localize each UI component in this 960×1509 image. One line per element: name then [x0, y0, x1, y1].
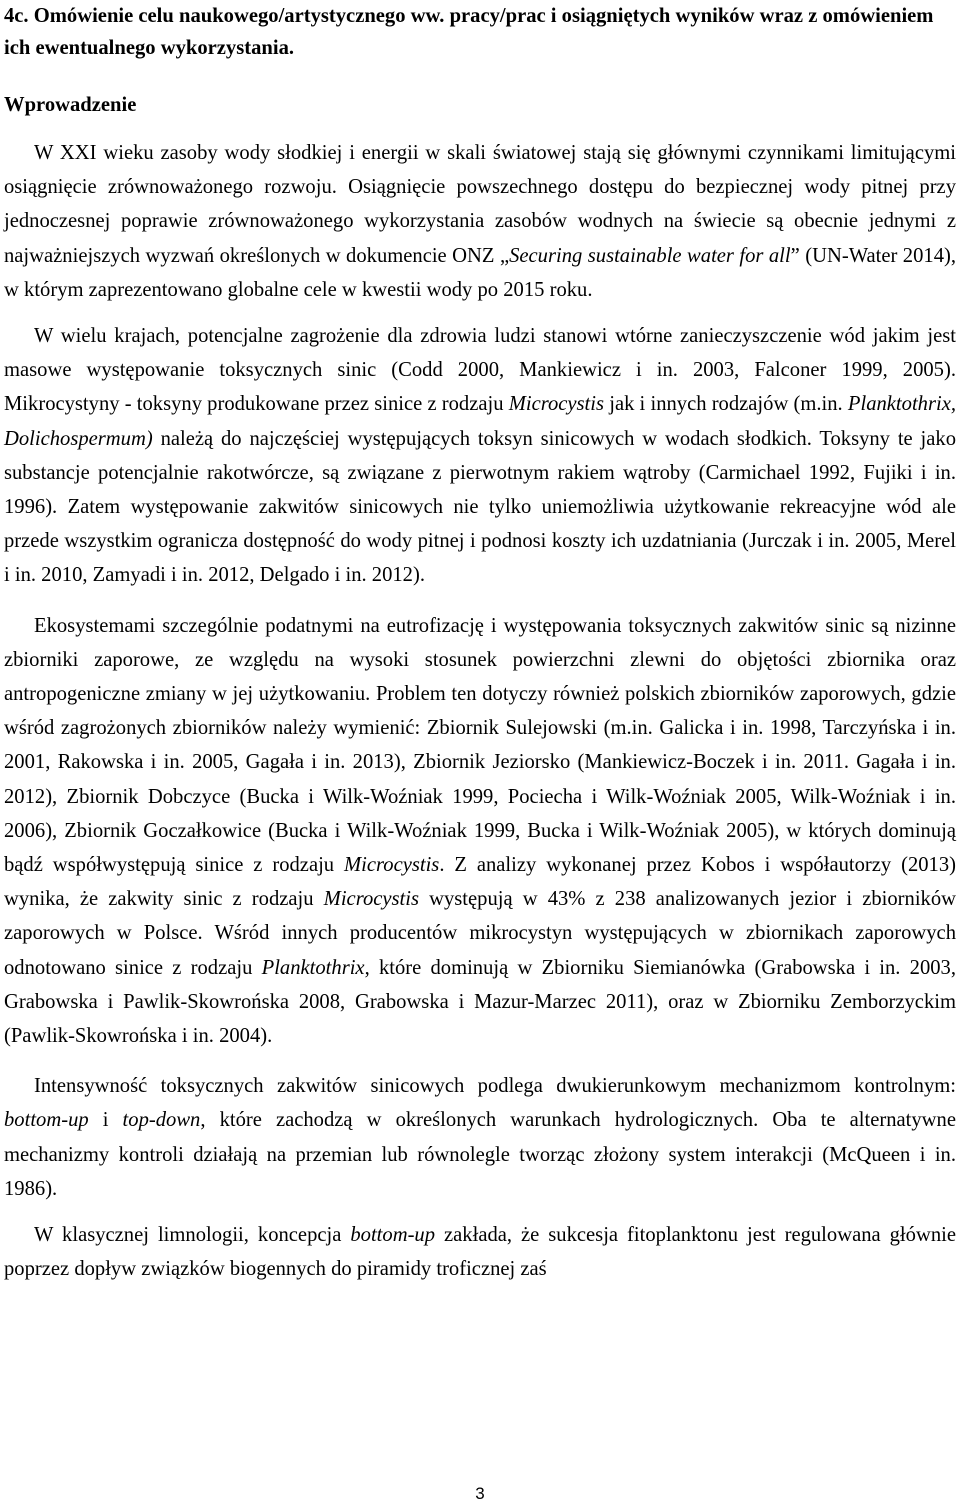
italic-text-run: Microcystis [323, 888, 419, 911]
paragraph-3 [4, 609, 956, 1054]
text-run: W klasycznej limnologii, koncepcja [34, 1224, 351, 1247]
italic-text-run: Securing sustainable water for all [509, 244, 791, 267]
text-run: jak i innych rodzajów (m.in. [604, 393, 848, 416]
section-heading: 4c. Omówienie celu naukowego/artystycznego ww. pracy/prac i osiągniętych wyników wraz z omówieniem ich ewentualnego wykorzystania. [4, 5, 934, 59]
text-run: i [88, 1109, 123, 1132]
paragraph-2 [4, 319, 956, 593]
text-run: W XXI wieku zasoby wody słodkiej i energii w skali światowej stają się głównymi czynnikami limitującymi osiągnięcie zrównoważonego rozwoju. Osiągnięcie powszechnego dostępu do bezpiecznej wody pitnej przy jednoczesnej poprawie zrównoważonego wykorzystania zasobów wodnych na świecie są obecnie jednymi z najważniejszych wyzwań określonych w dokumencie ONZ „ [4, 142, 956, 267]
text-run: . Z analizy wykonanej przez Kobos i współautorzy (2013) wynika, że zakwity sinic z rodzaju [4, 854, 956, 911]
text-run: W wielu krajach, potencjalne zagrożenie dla zdrowia ludzi stanowi wtórne zanieczyszczenie wód jakim jest masowe występowanie toksycznych sinic (Codd 2000, Mankiewicz i in. 2003, Falconer 1999, 2005). Mikrocystyny - toksyny produkowane przez sinice z rodzaju [4, 325, 956, 416]
page-number: 3 [475, 1484, 485, 1503]
text-run: , które zachodzą w określonych warunkach hydrologicznych. Oba te alternatywne mechanizmy kontroli działają na przemian lub równolegle tworząc złożony system interakcji (McQueen i in. 1986). [4, 1109, 956, 1200]
text-run: Ekosystemami szczególnie podatnymi na eutrofizację i występowania toksycznych zakwitów sinic są nizinne zbiorniki zaporowe, ze względu na wysoki stosunek powierzchni zlewni do objętości zbiornika oraz antropogeniczne zmiany w jej użytkowaniu. Problem ten dotyczy również polskich zbiorników zaporowych, gdzie wśród zagrożonych zbiorników należy wymienić: Zbiornik Sulejowski (m.in. Galicka i in. 1998, Tarczyńska i in. 2001, Rakowska i in. 2005, Gagała i in. 2013), Zbiornik Jeziorsko (Mankiewicz-Boczek i in. 2011. Gagała i in. 2012), Zbiornik Dobczyce (Bucka i Wilk-Woźniak 1999, Pociecha i Wilk-Woźniak 2005, Wilk-Woźniak i in. 2006), Zbiornik Goczałkowice (Bucka i Wilk-Woźniak 1999, Bucka i Wilk-Woźniak 2005), w których dominują bądź współwystępują sinice z rodzaju [4, 614, 956, 877]
italic-text-run: bottom-up [350, 1224, 436, 1247]
paragraph-1 [4, 136, 956, 307]
text-run: ” (UN-Water 2014), w którym zaprezentowano globalne cele w kwestii wody po 2015 roku. [4, 244, 956, 301]
text-run: występują w 43% z 238 analizowanych jezior i zbiorników zaporowych w Polsce. Wśród innych producentów mikrocystyn występujących w zbiornikach zaporowych odnotowano sinice z rodzaju [4, 888, 957, 979]
italic-text-run: Microcystis [508, 393, 605, 416]
document-page [4, 0, 956, 1287]
italic-text-run: bottom-up [4, 1109, 89, 1132]
paragraph-5 [4, 1218, 956, 1286]
text-run: Intensywność toksycznych zakwitów sinicowych podlega dwukierunkowym mechanizmom kontrolnym: [34, 1075, 956, 1098]
italic-text-run: top-down [122, 1109, 201, 1132]
text-run: , które dominują w Zbiorniku Siemianówka (Grabowska i in. 2003, Grabowska i Pawlik-Skowrońska 2008, Grabowska i Mazur-Marzec 2011), oraz w Zbiorniku Zemborzyckim (Pawlik-Skowrońska i in. 2004). [4, 956, 956, 1048]
italic-text-run: Planktothrix [261, 956, 365, 979]
text-run: należą do najczęściej występujących toksyn sinicowych w wodach słodkich. Toksyny te jako substancje potencjalnie rakotwórcze, są związane z pierwotnym rakiem wątroby (Carmichael 1992, Fujiki i in. 1996). Zatem występowanie zakwitów sinicowych nie tylko uniemożliwia użytkowanie rekreacyjne wód ale przede wszystkim ogranicza dostępność do wody pitnej i podnosi koszty ich uzdatniania (Jurczak i in. 2005, Merel i in. 2010, Zamyadi i in. 2012, Delgado i in. 2012). [4, 427, 956, 587]
text-run: zakłada, że sukcesja fitoplanktonu jest regulowana głównie poprzez dopływ związków biogennych do piramidy troficznej zaś [4, 1224, 956, 1281]
paragraph-4 [4, 1069, 956, 1206]
subsection-heading: Wprowadzenie [4, 94, 137, 116]
italic-text-run: Microcystis [344, 854, 440, 877]
italic-text-run: Planktothrix, Dolichospermum) [4, 393, 956, 450]
